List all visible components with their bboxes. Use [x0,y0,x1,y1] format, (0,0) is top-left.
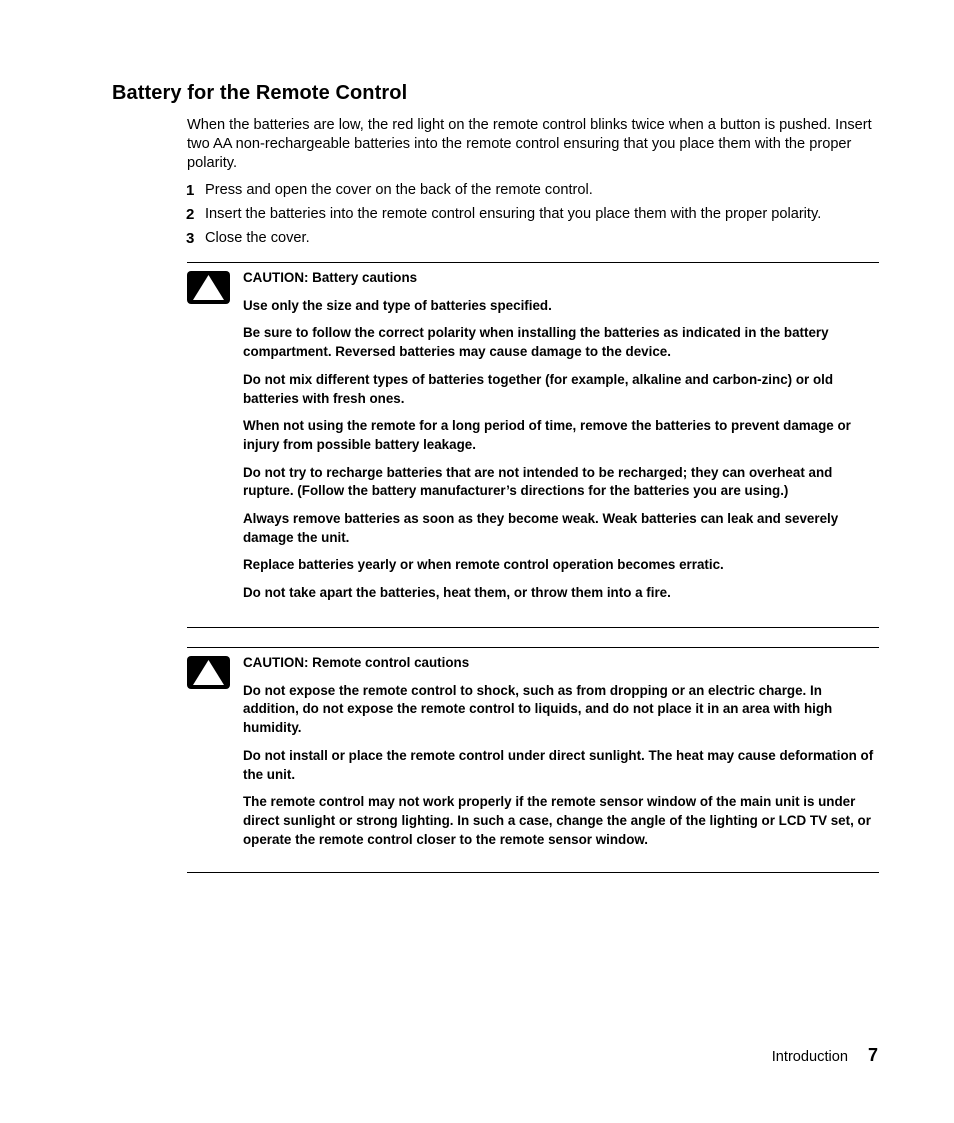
page-number: 7 [867,1045,878,1065]
caution-item: Do not mix different types of batteries together (for example, alkaline and carbon-zinc) or old batteries with fresh ones. [243,371,834,406]
intro-section [187,116,879,253]
caution-item: Do not take apart the batteries, heat them, or throw them into a fire. [243,585,671,601]
step-number: 3 [186,230,195,247]
caution-item: Do not install or place the remote control under direct sunlight. The heat may cause deformation of the unit. [243,747,874,782]
caution-title: CAUTION: Battery cautions [243,270,418,285]
page-footer [772,1045,878,1066]
battery-caution-box [187,262,879,628]
step-number: 2 [186,206,195,223]
caution-item: The remote control may not work properly if the remote sensor window of the main unit is under direct sunlight or strong lighting. In such a case, change the angle of the lighting or LCD TV set, or operate the remote control closer to the remote sensor window. [243,794,871,847]
caution-item: Replace batteries yearly or when remote control operation becomes erratic. [243,557,724,573]
footer-section-name: Introduction [771,1049,848,1065]
step-text: Close the cover. [205,230,310,246]
caution-item: When not using the remote for a long period of time, remove the batteries to prevent damage or injury from possible battery leakage. [243,418,851,452]
step-number: 1 [186,182,195,199]
step-item [187,229,879,248]
caution-item: Be sure to follow the correct polarity when installing the batteries as indicated in the battery compartment. Reversed batteries may cause damage to the device. [243,325,829,360]
caution-item: Use only the size and type of batteries specified. [243,297,552,313]
steps-list [187,181,879,248]
step-item [187,181,879,200]
caution-triangle-icon [187,271,230,304]
caution-title: CAUTION: Remote control cautions [243,655,470,670]
caution-triangle-icon [187,656,230,689]
caution-item: Do not expose the remote control to shock, such as from dropping or an electric charge. In addition, do not expose the remote control to liquids, and do not place it in an area with high humidity. [243,682,833,736]
intro-paragraph: When the batteries are low, the red light on the remote control blinks twice when a button is pushed. Insert two AA non-rechargeable batteries into the remote control ensuring that you place them with the proper polarity. [187,117,872,171]
step-text: Insert the batteries into the remote control ensuring that you place them with the proper polarity. [205,206,822,222]
step-text: Press and open the cover on the back of the remote control. [205,182,593,198]
remote-caution-box [187,647,879,873]
page-title: Battery for the Remote Control [112,82,408,104]
caution-item: Always remove batteries as soon as they become weak. Weak batteries can leak and severely damage the unit. [243,511,839,545]
caution-item: Do not try to recharge batteries that are not intended to be recharged; they can overheat and rupture. (Follow the battery manufacturer’s directions for the batteries you are using.) [243,464,833,499]
step-item [187,205,879,224]
